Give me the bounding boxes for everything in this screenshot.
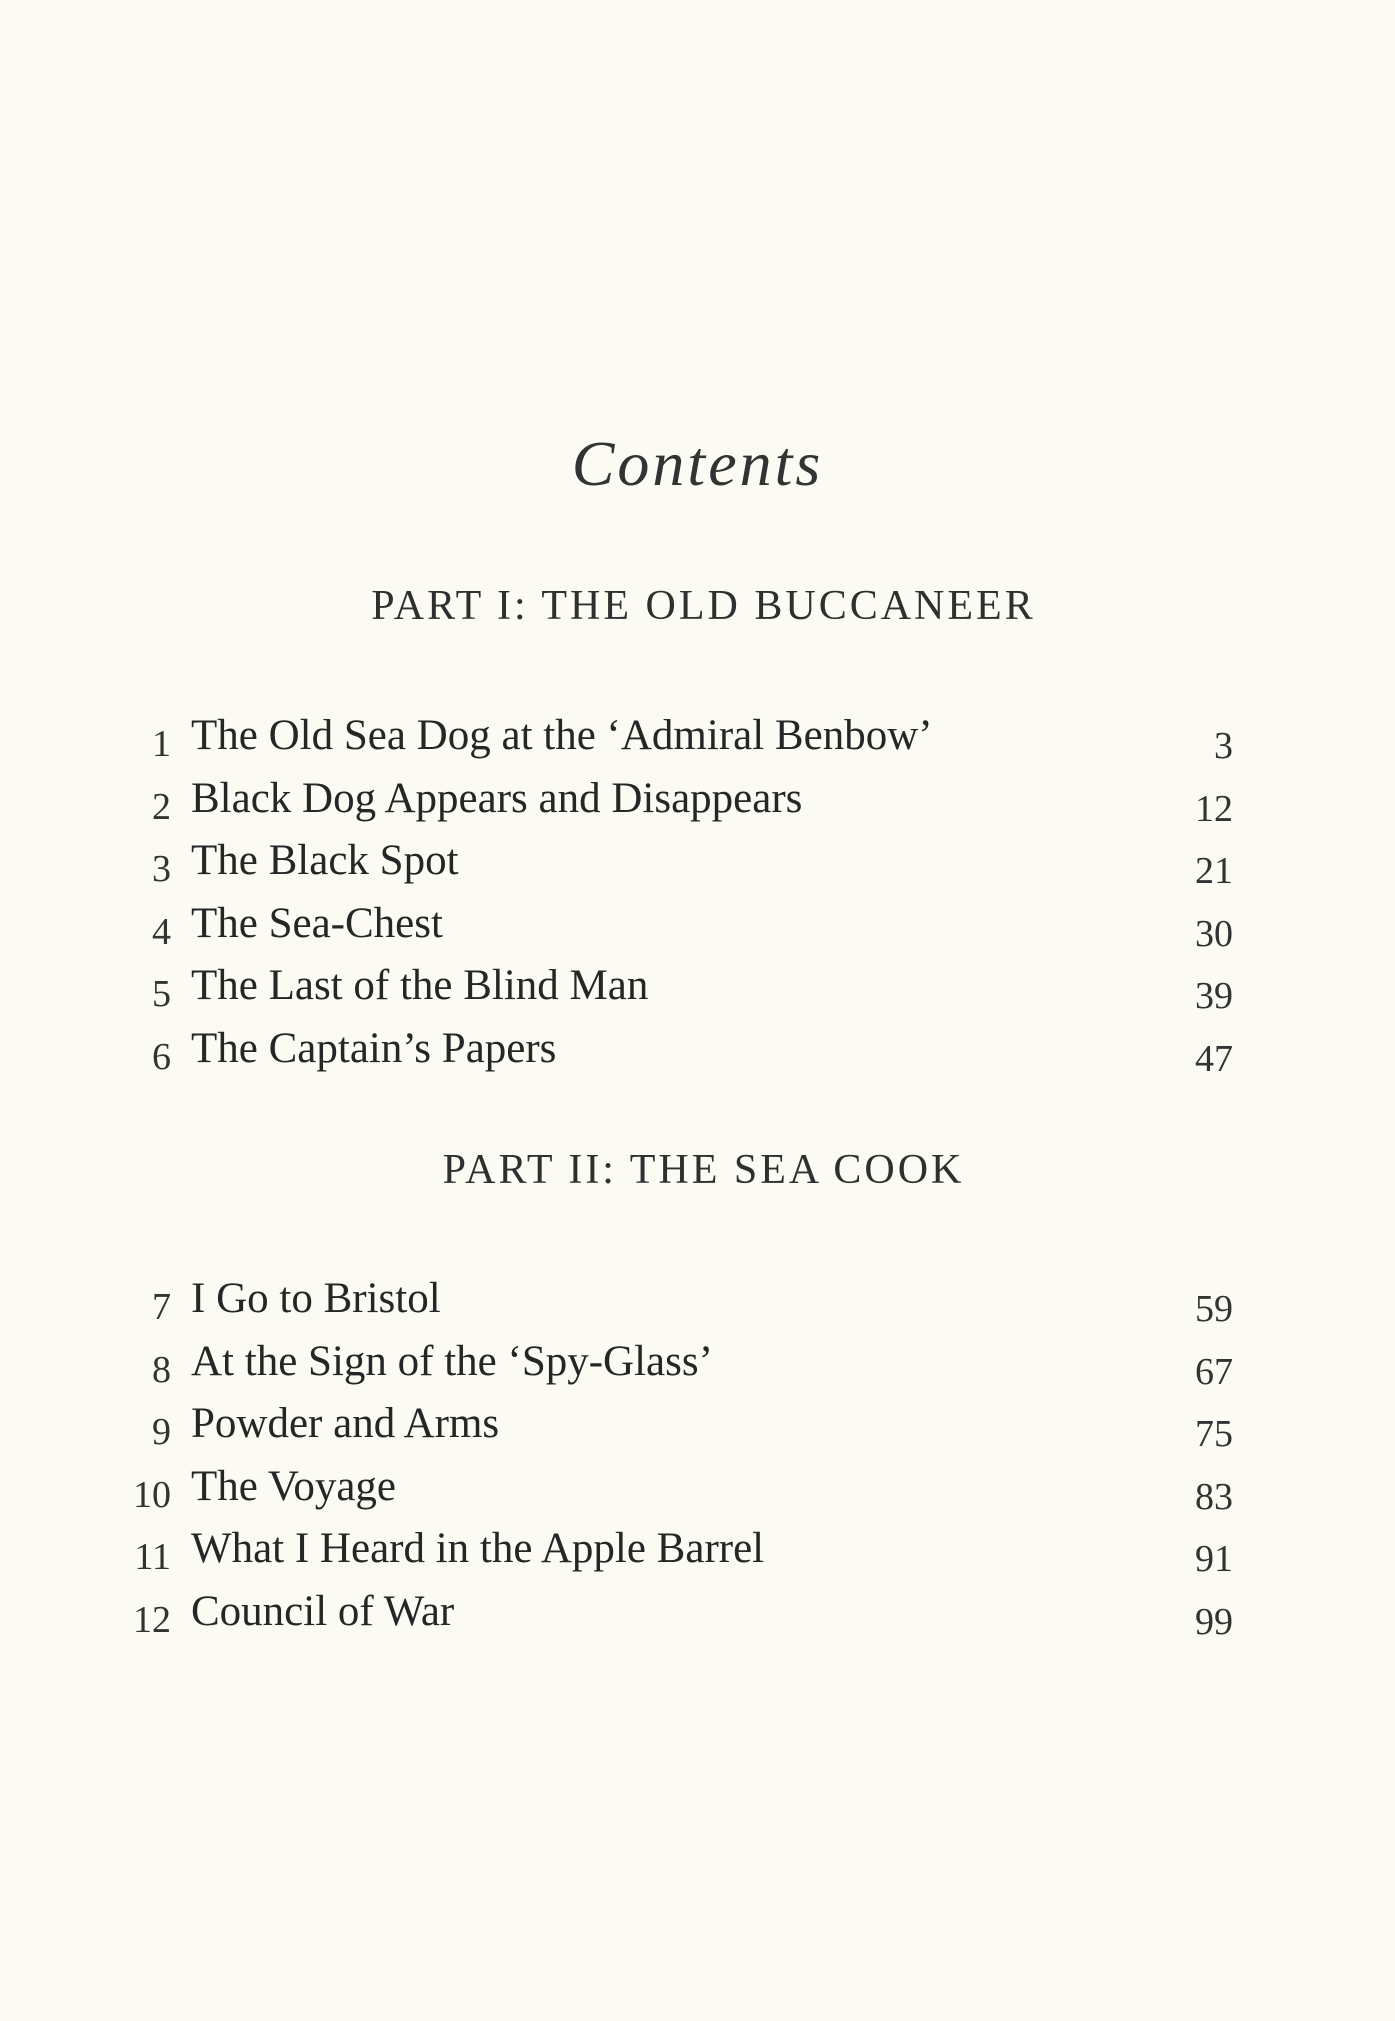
page-title: Contents xyxy=(571,428,824,499)
toc-entry[interactable] xyxy=(0,705,1395,768)
chapter-number: 5 xyxy=(152,973,171,1015)
toc-entry[interactable] xyxy=(0,1518,1395,1581)
chapter-title: The Voyage xyxy=(191,1462,397,1510)
chapter-number: 7 xyxy=(152,1286,171,1328)
page-number: 83 xyxy=(1195,1475,1233,1518)
part-heading-1: PART I: THE OLD BUCCANEER xyxy=(371,583,1036,629)
chapter-title: The Black Spot xyxy=(191,837,459,884)
toc-entry[interactable] xyxy=(0,1456,1395,1519)
chapter-number: 11 xyxy=(134,1536,171,1578)
chapter-title: What I Heard in the Apple Barrel xyxy=(191,1525,765,1572)
chapter-number: 8 xyxy=(152,1348,171,1391)
chapter-number: 2 xyxy=(152,785,171,828)
part-heading-2: PART II: THE SEA COOK xyxy=(442,1147,965,1193)
chapter-title: The Last of the Blind Man xyxy=(191,962,649,1009)
chapter-number: 12 xyxy=(133,1598,171,1641)
page-number: 21 xyxy=(1195,850,1233,892)
chapter-number: 1 xyxy=(152,723,171,765)
chapter-title: The Captain’s Papers xyxy=(191,1024,557,1072)
toc-entry[interactable] xyxy=(0,1018,1395,1081)
toc-entry[interactable] xyxy=(0,955,1395,1018)
chapter-title: The Old Sea Dog at the ‘Admiral Benbow’ xyxy=(191,712,933,759)
page-number: 3 xyxy=(1214,725,1233,767)
page-number: 12 xyxy=(1195,787,1233,830)
page-number: 47 xyxy=(1195,1037,1233,1080)
chapter-number: 6 xyxy=(152,1035,171,1078)
toc-entry[interactable] xyxy=(0,1581,1395,1644)
toc-entry[interactable] xyxy=(0,768,1395,831)
chapter-number: 9 xyxy=(152,1411,171,1453)
toc-list-part-2 xyxy=(0,1268,1395,1643)
chapter-title: The Sea-Chest xyxy=(191,899,443,947)
toc-list-part-1 xyxy=(0,705,1395,1080)
chapter-number: 4 xyxy=(152,910,171,953)
chapter-title: At the Sign of the ‘Spy-Glass’ xyxy=(191,1337,713,1385)
toc-entry[interactable] xyxy=(0,1393,1395,1456)
toc-entry[interactable] xyxy=(0,830,1395,893)
page-number: 39 xyxy=(1195,975,1233,1017)
chapter-title: I Go to Bristol xyxy=(191,1275,441,1322)
toc-entry[interactable] xyxy=(0,893,1395,956)
page-number: 30 xyxy=(1195,912,1233,955)
page-number: 99 xyxy=(1195,1600,1233,1643)
toc-entry[interactable] xyxy=(0,1268,1395,1331)
chapter-title: Black Dog Appears and Disappears xyxy=(191,774,803,822)
page-number: 75 xyxy=(1195,1413,1233,1455)
chapter-number: 3 xyxy=(152,848,171,890)
page-number: 67 xyxy=(1195,1350,1233,1393)
chapter-number: 10 xyxy=(133,1473,171,1516)
page-number: 91 xyxy=(1195,1538,1233,1580)
toc-entry[interactable] xyxy=(0,1331,1395,1394)
chapter-title: Council of War xyxy=(191,1587,455,1635)
chapter-title: Powder and Arms xyxy=(191,1400,500,1447)
page-number: 59 xyxy=(1195,1288,1233,1330)
